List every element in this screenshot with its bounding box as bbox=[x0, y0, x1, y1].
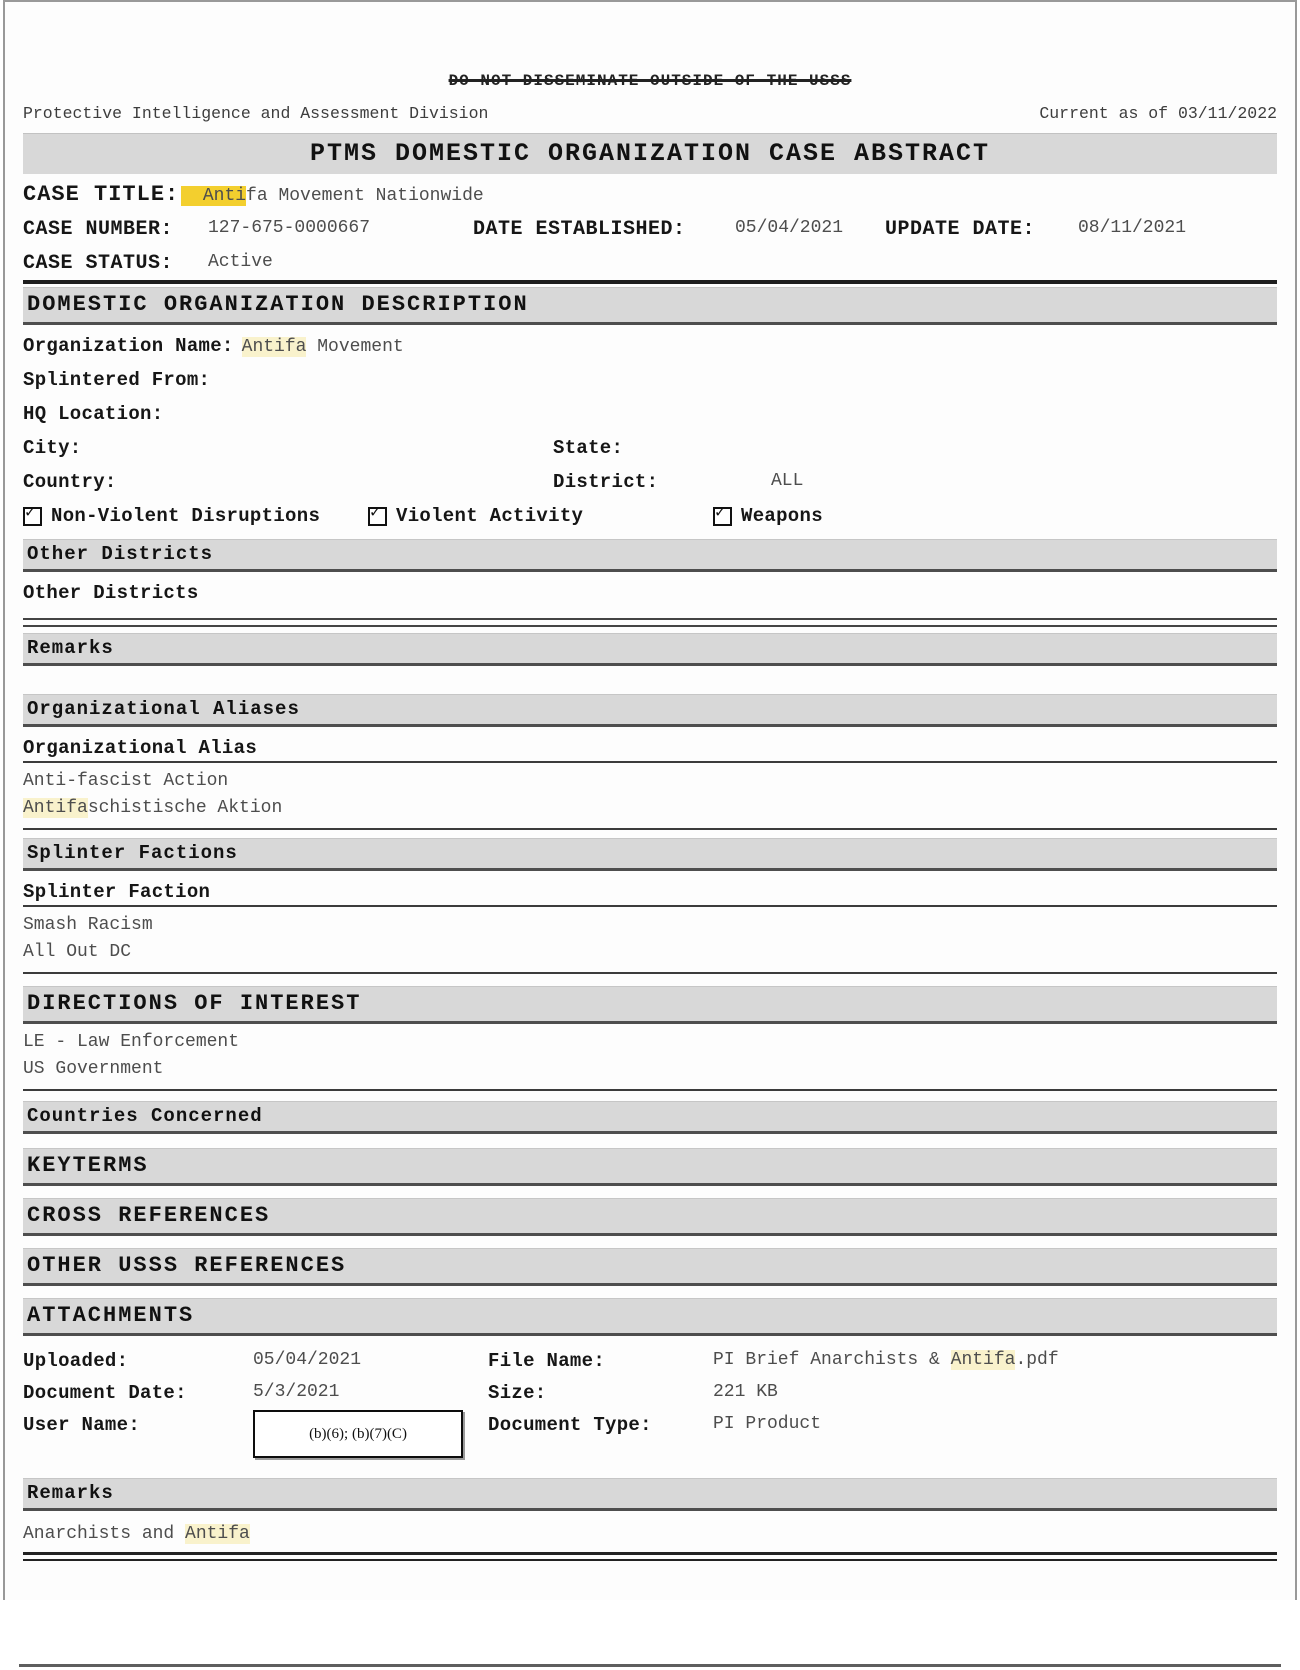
organization-name-label: Organization Name: bbox=[23, 335, 234, 357]
checkbox-weapons bbox=[713, 505, 823, 527]
direction-of-interest-item: LE - Law Enforcement bbox=[23, 1032, 240, 1052]
divider-line bbox=[23, 1089, 1277, 1091]
remarks-highlighted-text: Antifa bbox=[185, 1524, 250, 1544]
classification-banner-text: DO NOT DISSEMINATE OUTSIDE OF THE USSS bbox=[448, 72, 852, 90]
organizational-alias-column-header: Organizational Alias bbox=[23, 737, 258, 759]
size-label: Size: bbox=[488, 1382, 547, 1404]
district-label: District: bbox=[553, 471, 659, 493]
document-date-value: 5/3/2021 bbox=[253, 1382, 340, 1402]
file-name-highlighted-text: Antifa bbox=[950, 1350, 1016, 1370]
size-value: 221 KB bbox=[713, 1382, 778, 1402]
checked-checkbox-icon bbox=[713, 503, 732, 526]
document-type-value: PI Product bbox=[713, 1414, 822, 1434]
field-country-district bbox=[23, 471, 1277, 496]
organization-fields bbox=[23, 335, 1277, 533]
document-title: PTMS DOMESTIC ORGANIZATION CASE ABSTRACT bbox=[309, 139, 991, 168]
date-established-value: 05/04/2021 bbox=[735, 218, 844, 238]
uploaded-label: Uploaded: bbox=[23, 1350, 129, 1372]
directions-of-interest-list bbox=[23, 1024, 1277, 1089]
case-status-label: CASE STATUS: bbox=[23, 252, 174, 275]
organization-name-value: Movement bbox=[306, 337, 404, 357]
splintered-from-label: Splintered From: bbox=[23, 369, 211, 391]
alias-list bbox=[23, 763, 1277, 828]
section-other-districts: Other Districts bbox=[23, 539, 1277, 572]
case-number-row bbox=[23, 218, 1277, 248]
case-status-row bbox=[23, 252, 1277, 278]
remarks-text: Anarchists and bbox=[23, 1524, 186, 1544]
document-page bbox=[3, 0, 1297, 1600]
check-mark-icon: ✓ bbox=[715, 503, 726, 523]
division-title: Protective Intelligence and Assessment Division bbox=[23, 104, 489, 123]
alias-item bbox=[23, 768, 1277, 795]
section-other-usss-references: OTHER USSS REFERENCES bbox=[23, 1248, 1277, 1286]
section-directions-of-interest: DIRECTIONS OF INTEREST bbox=[23, 986, 1277, 1024]
user-name-redaction-box-cell bbox=[253, 1414, 488, 1464]
case-title-row bbox=[23, 182, 1277, 214]
case-title-label: CASE TITLE: bbox=[23, 182, 180, 207]
splinter-faction-item: All Out DC bbox=[23, 942, 132, 962]
state-label: State: bbox=[553, 437, 624, 459]
checkbox-label: Weapons bbox=[741, 505, 823, 527]
document-title-bar bbox=[23, 133, 1277, 174]
section-keyterms: KEYTERMS bbox=[23, 1148, 1277, 1186]
section-countries-concerned: Countries Concerned bbox=[23, 1101, 1277, 1134]
checkbox-violent-activity bbox=[368, 505, 583, 527]
classification-banner bbox=[23, 72, 1277, 90]
field-splintered-from bbox=[23, 369, 1277, 394]
redaction-box: (b)(6); (b)(7)(C) bbox=[253, 1410, 463, 1458]
case-number-label: CASE NUMBER: bbox=[23, 218, 174, 241]
divider-line bbox=[23, 618, 1277, 627]
divider-line bbox=[23, 828, 1277, 830]
file-name-value bbox=[713, 1350, 1277, 1370]
checkbox-label: Non-Violent Disruptions bbox=[51, 505, 321, 527]
current-as-of-date: Current as of 03/11/2022 bbox=[1039, 104, 1277, 123]
document-header-row bbox=[23, 104, 1277, 123]
checkbox-label: Violent Activity bbox=[396, 505, 584, 527]
splinter-faction-list bbox=[23, 907, 1277, 972]
district-value: ALL bbox=[771, 471, 804, 491]
page-bottom-edge-line bbox=[19, 1664, 1281, 1667]
section-remarks: Remarks bbox=[23, 633, 1277, 666]
field-city-state bbox=[23, 437, 1277, 462]
section-splinter-factions: Splinter Factions bbox=[23, 838, 1277, 871]
uploaded-value: 05/04/2021 bbox=[253, 1350, 362, 1370]
section-cross-references: CROSS REFERENCES bbox=[23, 1198, 1277, 1236]
attachments-table bbox=[23, 1350, 1277, 1464]
section-domestic-organization-description: DOMESTIC ORGANIZATION DESCRIPTION bbox=[23, 287, 1277, 325]
alias-item bbox=[23, 795, 1277, 822]
organization-name-highlighted-text: Antifa bbox=[241, 337, 307, 357]
case-title-value: fa Movement Nationwide bbox=[246, 186, 484, 206]
checked-checkbox-icon bbox=[368, 503, 387, 526]
alias-text: schistische Aktion bbox=[87, 798, 283, 818]
direction-of-interest-item: US Government bbox=[23, 1059, 164, 1079]
remarks-value bbox=[23, 1521, 1277, 1548]
document-date-label: Document Date: bbox=[23, 1382, 187, 1404]
country-label: Country: bbox=[23, 471, 117, 493]
hq-location-label: HQ Location: bbox=[23, 403, 164, 425]
divider-line bbox=[23, 972, 1277, 974]
alias-highlighted-text: Antifa bbox=[23, 798, 88, 818]
splinter-faction-column-header: Splinter Faction bbox=[23, 881, 211, 903]
file-name-text: PI Brief Anarchists & bbox=[713, 1350, 951, 1370]
field-organization-name bbox=[23, 335, 1277, 360]
case-number-value: 127-675-0000667 bbox=[208, 218, 371, 238]
checkbox-non-violent-disruptions bbox=[23, 505, 320, 527]
update-date-label: UPDATE DATE: bbox=[885, 218, 1036, 241]
file-name-extension: .pdf bbox=[1015, 1350, 1059, 1370]
document-type-label: Document Type: bbox=[488, 1414, 652, 1436]
city-label: City: bbox=[23, 437, 82, 459]
divider-line bbox=[23, 1552, 1277, 1561]
section-remarks-bottom: Remarks bbox=[23, 1478, 1277, 1511]
case-title-highlighted-text: Anti bbox=[181, 186, 247, 206]
field-hq-location bbox=[23, 403, 1277, 428]
activity-flags-row bbox=[23, 505, 1277, 533]
alias-text: Anti-fascist Action bbox=[23, 771, 229, 791]
update-date-value: 08/11/2021 bbox=[1078, 218, 1187, 238]
checked-checkbox-icon bbox=[23, 503, 42, 526]
divider-line bbox=[23, 280, 1277, 284]
document-content bbox=[5, 72, 1295, 1670]
splinter-faction-item: Smash Racism bbox=[23, 915, 153, 935]
case-status-value: Active bbox=[208, 252, 273, 272]
date-established-label: DATE ESTABLISHED: bbox=[473, 218, 686, 241]
check-mark-icon: ✓ bbox=[370, 503, 381, 523]
section-organizational-aliases: Organizational Aliases bbox=[23, 694, 1277, 727]
section-attachments: ATTACHMENTS bbox=[23, 1298, 1277, 1336]
other-districts-column-header: Other Districts bbox=[23, 582, 199, 604]
file-name-label: File Name: bbox=[488, 1350, 606, 1372]
user-name-label: User Name: bbox=[23, 1414, 141, 1436]
check-mark-icon: ✓ bbox=[25, 503, 36, 523]
